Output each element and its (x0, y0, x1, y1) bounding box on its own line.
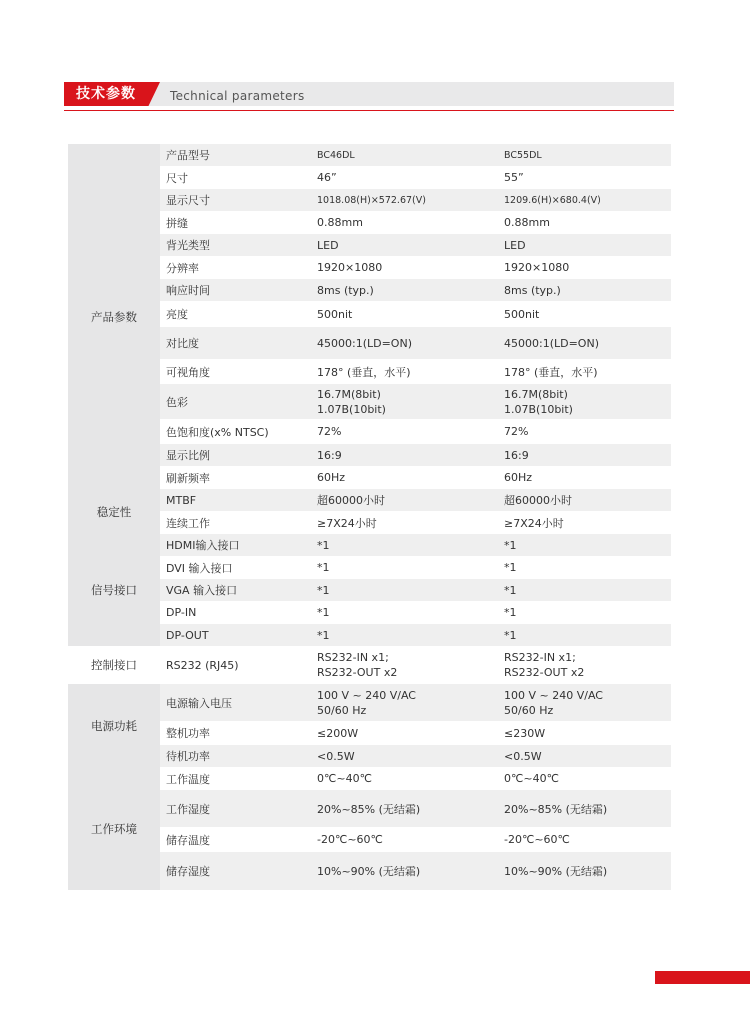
category-product: 产品参数 (68, 144, 160, 489)
row-label: 尺寸 (160, 166, 312, 189)
table-row (68, 144, 671, 166)
value-bc46dl: BC46DL (312, 144, 500, 166)
section-header-underline (64, 110, 674, 111)
row-label: 显示比例 (160, 444, 312, 466)
section-title-en: Technical parameters (170, 89, 305, 103)
value-bc55dl: LED (500, 234, 671, 256)
value-bc55dl: 0.88mm (500, 211, 671, 234)
value-line: 16.7M(8bit) (317, 387, 381, 401)
value-bc55dl: 8ms (typ.) (500, 279, 671, 301)
table-row (68, 767, 671, 790)
spec-table (68, 144, 671, 890)
value-bc46dl: 超60000小时 (312, 489, 500, 511)
row-label: DVI 输入接口 (160, 556, 312, 579)
value-bc46dl: 72% (312, 419, 500, 444)
row-label: 电源输入电压 (160, 684, 312, 721)
row-label: 储存湿度 (160, 852, 312, 890)
value-bc46dl: *1 (312, 534, 500, 556)
category-signal: 信号接口 (68, 534, 160, 646)
row-label: 亮度 (160, 301, 312, 327)
category-power: 电源功耗 (68, 684, 160, 767)
value-line: 50/60 Hz (317, 703, 367, 717)
row-label: 整机功率 (160, 721, 312, 745)
value-bc46dl: 1920×1080 (312, 256, 500, 279)
value-bc46dl: 500nit (312, 301, 500, 327)
value-bc55dl: 45000:1(LD=ON) (500, 327, 671, 359)
value-bc46dl: *1 (312, 601, 500, 624)
value-bc55dl: -20℃~60℃ (500, 827, 671, 852)
table-row (68, 646, 671, 684)
row-label: 连续工作 (160, 511, 312, 534)
value-line: 1.07B(10bit) (504, 402, 573, 416)
value-bc55dl: 16:9 (500, 444, 671, 466)
row-label: 对比度 (160, 327, 312, 359)
value-bc55dl: 1920×1080 (500, 256, 671, 279)
row-label: 响应时间 (160, 279, 312, 301)
row-label: 产品型号 (160, 144, 312, 166)
value-bc55dl: *1 (500, 601, 671, 624)
row-label: 工作温度 (160, 767, 312, 790)
row-label: 色彩 (160, 384, 312, 419)
row-label: 显示尺寸 (160, 189, 312, 211)
row-label: RS232 (RJ45) (160, 646, 312, 684)
value-bc46dl: <0.5W (312, 745, 500, 767)
value-line: RS232-OUT x2 (504, 666, 585, 679)
value-bc46dl: ≥7X24小时 (312, 511, 500, 534)
row-label: 储存温度 (160, 827, 312, 852)
value-bc55dl (500, 384, 671, 419)
value-bc55dl: 超60000小时 (500, 489, 671, 511)
value-bc55dl: 72% (500, 419, 671, 444)
value-bc55dl: ≥7X24小时 (500, 511, 671, 534)
table-row (68, 534, 671, 556)
value-bc55dl: ≤230W (500, 721, 671, 745)
value-bc46dl: 20%~85% (无结霜) (312, 790, 500, 827)
value-bc46dl: 10%~90% (无结霜) (312, 852, 500, 890)
row-label: DP-OUT (160, 624, 312, 646)
value-line: 100 V ~ 240 V/AC (317, 688, 416, 702)
value-bc55dl: *1 (500, 534, 671, 556)
value-bc55dl: 0℃~40℃ (500, 767, 671, 790)
value-bc46dl: 178° (垂直，水平) (312, 359, 500, 384)
row-label: 色饱和度(x% NTSC) (160, 419, 312, 444)
row-label: 刷新频率 (160, 466, 312, 489)
category-control: 控制接口 (68, 646, 160, 684)
value-line: RS232-IN x1; (504, 651, 576, 664)
value-bc55dl: <0.5W (500, 745, 671, 767)
table-row (68, 684, 671, 721)
value-line: 1.07B(10bit) (317, 402, 386, 416)
value-bc46dl (312, 646, 500, 684)
value-bc55dl: 10%~90% (无结霜) (500, 852, 671, 890)
value-bc46dl: 60Hz (312, 466, 500, 489)
value-bc46dl: 16:9 (312, 444, 500, 466)
row-label: 待机功率 (160, 745, 312, 767)
section-title-cn: 技术参数 (76, 86, 136, 102)
table-row (68, 489, 671, 511)
value-bc46dl: 1018.08(H)×572.67(V) (312, 189, 500, 211)
value-bc55dl: *1 (500, 579, 671, 601)
row-label: HDMI输入接口 (160, 534, 312, 556)
row-label: 拼缝 (160, 211, 312, 234)
footer-accent-bar (655, 971, 750, 984)
value-bc55dl: 1209.6(H)×680.4(V) (500, 189, 671, 211)
value-bc55dl: 60Hz (500, 466, 671, 489)
value-bc55dl: BC55DL (500, 144, 671, 166)
value-bc46dl: ≤200W (312, 721, 500, 745)
value-bc55dl (500, 684, 671, 721)
value-bc55dl: *1 (500, 556, 671, 579)
value-bc46dl: *1 (312, 579, 500, 601)
category-stability: 稳定性 (68, 489, 160, 534)
value-line: 100 V ~ 240 V/AC (504, 688, 603, 702)
value-bc46dl: 0.88mm (312, 211, 500, 234)
value-line: 50/60 Hz (504, 703, 554, 717)
value-bc46dl: *1 (312, 556, 500, 579)
value-bc46dl: -20℃~60℃ (312, 827, 500, 852)
value-bc46dl (312, 384, 500, 419)
row-label: 可视角度 (160, 359, 312, 384)
value-line: 16.7M(8bit) (504, 387, 568, 401)
value-bc46dl: 0℃~40℃ (312, 767, 500, 790)
value-bc55dl: 55” (500, 166, 671, 189)
category-environment: 工作环境 (68, 767, 160, 890)
value-bc55dl: 500nit (500, 301, 671, 327)
value-bc46dl: 46” (312, 166, 500, 189)
value-bc46dl: 45000:1(LD=ON) (312, 327, 500, 359)
value-bc46dl: LED (312, 234, 500, 256)
value-bc55dl: 178° (垂直，水平) (500, 359, 671, 384)
row-label: 背光类型 (160, 234, 312, 256)
value-bc55dl (500, 646, 671, 684)
row-label: VGA 输入接口 (160, 579, 312, 601)
row-label: MTBF (160, 489, 312, 511)
value-bc46dl: *1 (312, 624, 500, 646)
value-line: RS232-OUT x2 (317, 666, 398, 679)
value-bc46dl: 8ms (typ.) (312, 279, 500, 301)
value-bc55dl: 20%~85% (无结霜) (500, 790, 671, 827)
value-bc55dl: *1 (500, 624, 671, 646)
value-line: RS232-IN x1; (317, 651, 389, 664)
row-label: DP-IN (160, 601, 312, 624)
row-label: 工作湿度 (160, 790, 312, 827)
row-label: 分辨率 (160, 256, 312, 279)
value-bc46dl (312, 684, 500, 721)
